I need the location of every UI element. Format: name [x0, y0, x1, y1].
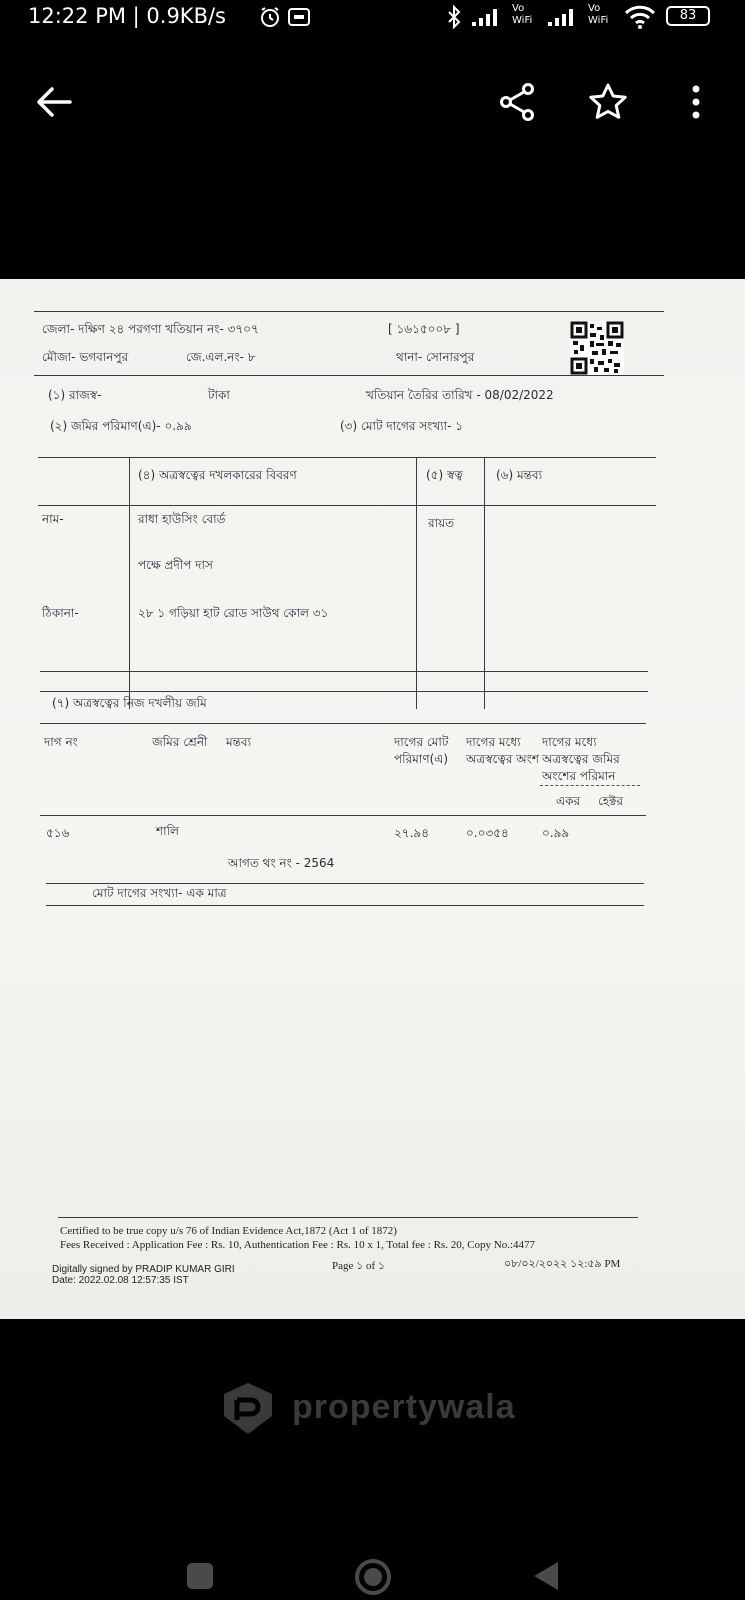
col-4-header: (৪) অত্রস্বত্বের দখলকারের বিবরণ — [138, 468, 297, 482]
certification-line-1: Certified to be true copy u/s 76 of Indian Evidence Act,1872 (Act 1 of 1872) — [60, 1225, 397, 1237]
right-type: রায়ত — [428, 516, 455, 530]
propertywala-logo-icon — [220, 1380, 276, 1442]
document-photo[interactable] — [0, 279, 745, 1319]
section-7-title: (৭) অত্রস্বত্বের নিজ দখলীয় জমি — [52, 696, 207, 710]
screen-record-icon — [288, 8, 310, 30]
battery-indicator: 83 — [666, 6, 710, 26]
vo-label: Vo — [512, 3, 525, 14]
agat-khatian: আগত থং নং - 2564 — [228, 856, 335, 870]
system-nav-bar — [0, 1550, 745, 1600]
address-label: ঠিকানা- — [42, 606, 79, 620]
khatian-date: খতিয়ান তৈরির তারিখ - 08/02/2022 — [366, 388, 554, 402]
header-dag-no: দাগ নং — [44, 735, 78, 749]
watermark — [220, 1380, 540, 1440]
name-label: নাম- — [42, 512, 64, 526]
status-time: 12:22 PM | 0.9KB/s — [28, 4, 226, 28]
row-area: ০.৯৯ — [542, 826, 570, 840]
signed-by: Digitally signed by PRADIP KUMAR GIRI — [52, 1264, 235, 1275]
header-area-1: দাগের মধ্যে — [542, 735, 597, 749]
header-share-1: দাগের মধ্যে — [466, 735, 521, 749]
alarm-icon — [258, 5, 282, 33]
triangle-back-icon — [532, 1560, 560, 1592]
signal-icon — [548, 8, 578, 30]
mouza-label: মৌজা- ভগবানপুর — [42, 350, 129, 364]
row-land-class: শালি — [156, 824, 179, 838]
total-dag-count: (৩) মোট দাগের সংখ্যা- ১ — [340, 419, 464, 433]
status-bar — [0, 0, 745, 34]
code-number: [ ১৬১৫০০৮ ] — [388, 322, 460, 336]
revenue-value: টাকা — [208, 388, 230, 402]
share-button[interactable] — [496, 80, 540, 124]
header-remark: মন্তব্য — [226, 735, 252, 749]
certification-line-2: Fees Received : Application Fee : Rs. 10, Authentication Fee : Rs. 10 x 1, Total fee : Rs. 20, Copy No.:4477 — [60, 1239, 536, 1251]
representative: পক্ষে প্রদীপ দাস — [138, 558, 213, 572]
wifi-label: WiFi — [588, 15, 609, 26]
district-line: জেলা- দক্ষিণ ২৪ পরগণা খতিয়ান নং- ৩৭০৭ — [42, 322, 259, 336]
arrow-left-icon — [32, 80, 76, 124]
top-app-bar — [0, 60, 745, 140]
total-dag-footer: মোট দাগের সংখ্যা- এক মাত্র — [92, 886, 227, 900]
header-land-class: জমির শ্রেনী — [152, 735, 208, 749]
bluetooth-icon — [446, 5, 462, 33]
star-icon — [586, 80, 630, 124]
row-dag-no: ৫১৬ — [46, 826, 70, 840]
col-6-header: (৬) মন্তব্য — [496, 468, 543, 482]
circle-icon — [354, 1558, 392, 1596]
address-value: ২৮ ১ গড়িয়া হাট রোড সাউথ কোল ৩১ — [138, 606, 329, 620]
header-area-2: অত্রস্বত্বের জমির — [542, 752, 620, 766]
row-total-area: ২৭.৯৪ — [394, 826, 429, 840]
wifi-icon — [624, 5, 656, 33]
col-5-header: (৫) স্বত্ব — [426, 468, 463, 482]
back-button[interactable] — [32, 80, 76, 124]
more-vert-icon — [674, 80, 718, 124]
watermark-text: propertywala — [292, 1388, 516, 1426]
recents-button[interactable] — [186, 1562, 214, 1594]
nav-back-button[interactable] — [532, 1560, 560, 1596]
signed-date: Date: 2022.02.08 12:57:35 IST — [52, 1275, 189, 1286]
square-icon — [186, 1562, 214, 1590]
share-icon — [496, 80, 540, 124]
header-share-2: অত্রস্বত্বের অংশ — [466, 752, 539, 766]
jl-number: জে.এল.নং- ৮ — [186, 350, 256, 364]
signal-icon — [472, 8, 502, 30]
qr-code-icon — [570, 321, 624, 375]
header-total-1: দাগের মোট — [394, 735, 449, 749]
revenue-label: (১) রাজস্ব- — [48, 388, 102, 402]
page-number: Page ১ of ১ — [332, 1260, 386, 1272]
favorite-button[interactable] — [586, 80, 630, 124]
header-total-2: পরিমাণ(এ) — [394, 752, 449, 766]
thana-label: থানা- সোনারপুর — [396, 350, 475, 364]
owner-name: রাধা হাউসিং বোর্ড — [138, 512, 226, 526]
home-button[interactable] — [354, 1558, 392, 1600]
stamp-time: ০৮/০২/২০২২ ১২:৫৯ PM — [504, 1258, 621, 1270]
more-options-button[interactable] — [674, 80, 718, 124]
wifi-label: WiFi — [512, 15, 533, 26]
vo-label: Vo — [588, 3, 601, 14]
header-hectare: হেক্টর — [598, 794, 624, 808]
header-area-3: অংশের পরিমান — [542, 769, 616, 783]
land-area: (২) জমির পরিমাণ(এ)- ০.৯৯ — [50, 419, 192, 433]
header-acre: একর — [556, 794, 581, 808]
row-share: ০.০৩৫৪ — [466, 826, 509, 840]
